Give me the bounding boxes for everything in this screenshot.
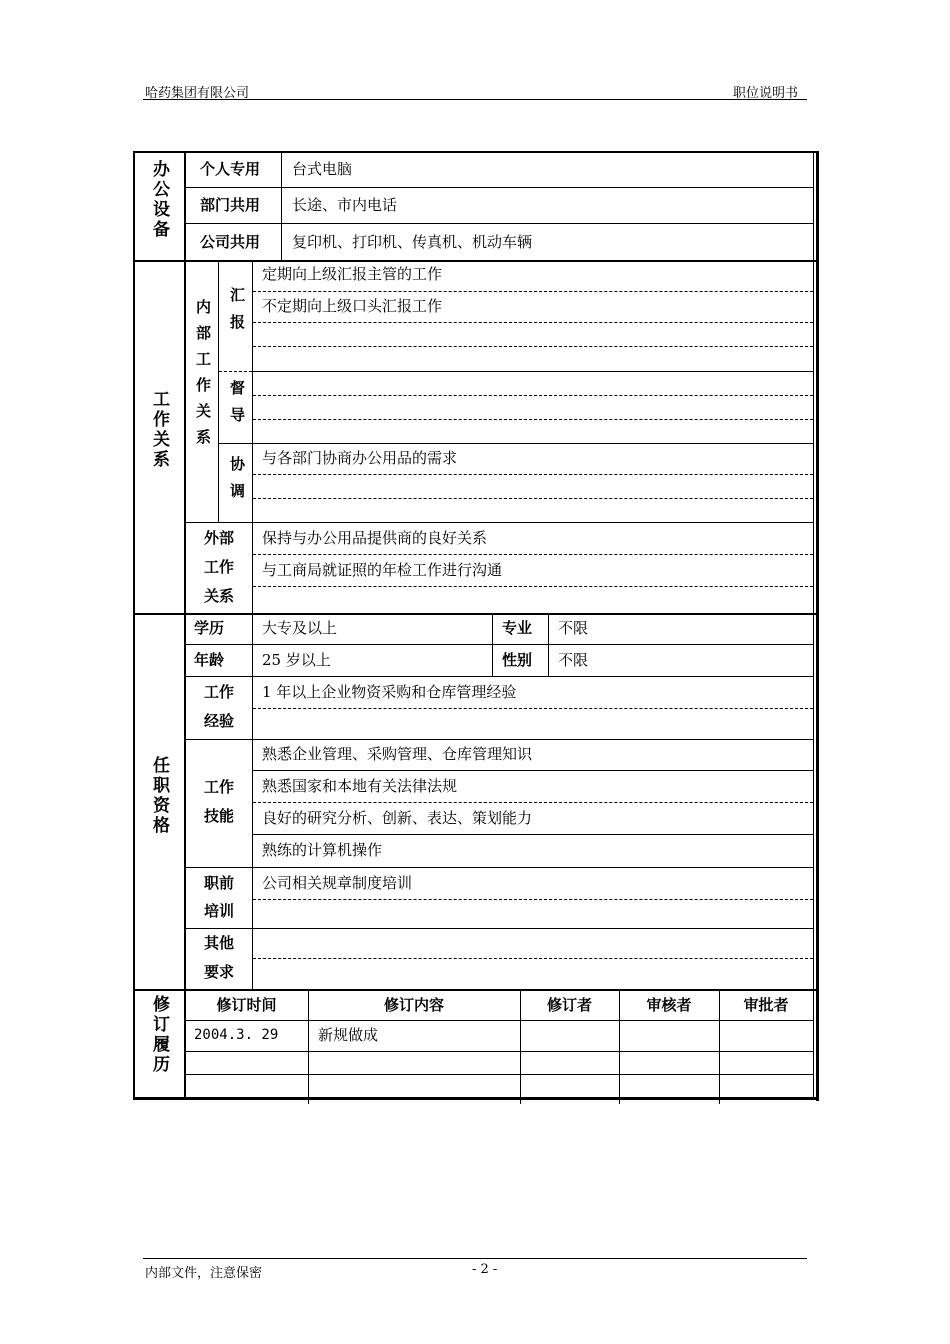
education-label: 学历: [194, 619, 225, 637]
external-item-2: 与工商局就证照的年检工作进行沟通: [262, 561, 503, 579]
document-type: 职位说明书: [733, 86, 799, 101]
report-item-1: 定期向上级汇报主管的工作: [262, 265, 443, 283]
confidentiality-notice: 内部文件，注意保密: [145, 1266, 263, 1281]
report-label: 汇报: [228, 287, 246, 341]
work-relations-title: 工作关系: [149, 390, 169, 470]
skill-item-3: 良好的研究分析、创新、表达、策划能力: [262, 809, 533, 827]
experience-label-line-1: 工作: [203, 683, 234, 701]
equipment-value-company: 复印机、打印机、传真机、机动车辆: [292, 233, 533, 251]
skills-label-line-2: 技能: [203, 807, 234, 825]
major-value: 不限: [558, 619, 589, 637]
experience-item-1: 1 年以上企业物资采购和仓库管理经验: [262, 683, 517, 701]
external-label-line-2: 工作: [203, 558, 234, 576]
training-item-1: 公司相关规章制度培训: [262, 874, 413, 892]
equipment-label-company: 公司共用: [200, 233, 261, 251]
training-label-line-1: 职前: [203, 874, 234, 892]
age-value: 25 岁以上: [262, 651, 331, 669]
equipment-label-personal: 个人专用: [200, 160, 261, 178]
footer-rule: [143, 1258, 807, 1259]
gender-value: 不限: [558, 651, 589, 669]
other-label-line-2: 要求: [203, 963, 234, 981]
equipment-value-department: 长途、市内电话: [292, 196, 398, 214]
external-item-1: 保持与办公用品提供商的良好关系: [262, 529, 488, 547]
office-equipment-title: 办公设备: [149, 160, 169, 240]
qualifications-title: 任职资格: [149, 756, 169, 836]
external-label-line-1: 外部: [203, 529, 234, 547]
revision-row-content: 新规做成: [318, 1026, 379, 1044]
coordinate-item-1: 与各部门协商办公用品的需求: [262, 449, 458, 467]
coordinate-label: 协调: [228, 456, 246, 510]
revision-col-date: 修订时间: [216, 996, 277, 1014]
equipment-value-personal: 台式电脑: [292, 160, 353, 178]
age-label: 年龄: [194, 651, 225, 669]
training-label-line-2: 培训: [203, 902, 234, 920]
skill-item-2: 熟悉国家和本地有关法律法规: [262, 777, 458, 795]
skill-item-4: 熟练的计算机操作: [262, 841, 383, 859]
header-rule: [143, 99, 807, 100]
page-number: - 2 -: [472, 1262, 498, 1277]
equipment-label-department: 部门共用: [200, 196, 261, 214]
revision-row-date: 2004.3. 29: [194, 1027, 279, 1043]
internal-relations-label: 内部工作关系: [194, 299, 212, 455]
revision-col-reviser: 修订者: [546, 996, 592, 1014]
skills-label-line-1: 工作: [203, 778, 234, 796]
major-label: 专业: [502, 619, 533, 637]
education-value: 大专及以上: [262, 619, 338, 637]
revision-history-title: 修订履历: [149, 995, 169, 1075]
company-name: 哈药集团有限公司: [145, 86, 250, 101]
other-label-line-1: 其他: [203, 934, 234, 952]
report-item-2: 不定期向上级口头汇报工作: [262, 297, 443, 315]
external-label-line-3: 关系: [203, 587, 234, 605]
experience-label-line-2: 经验: [203, 712, 234, 730]
skill-item-1: 熟悉企业管理、采购管理、仓库管理知识: [262, 745, 533, 763]
gender-label: 性别: [502, 651, 533, 669]
revision-col-checker: 审核者: [646, 996, 692, 1014]
revision-col-content: 修订内容: [383, 996, 444, 1014]
revision-col-approver: 审批者: [743, 996, 789, 1014]
supervise-label: 督导: [228, 380, 246, 434]
